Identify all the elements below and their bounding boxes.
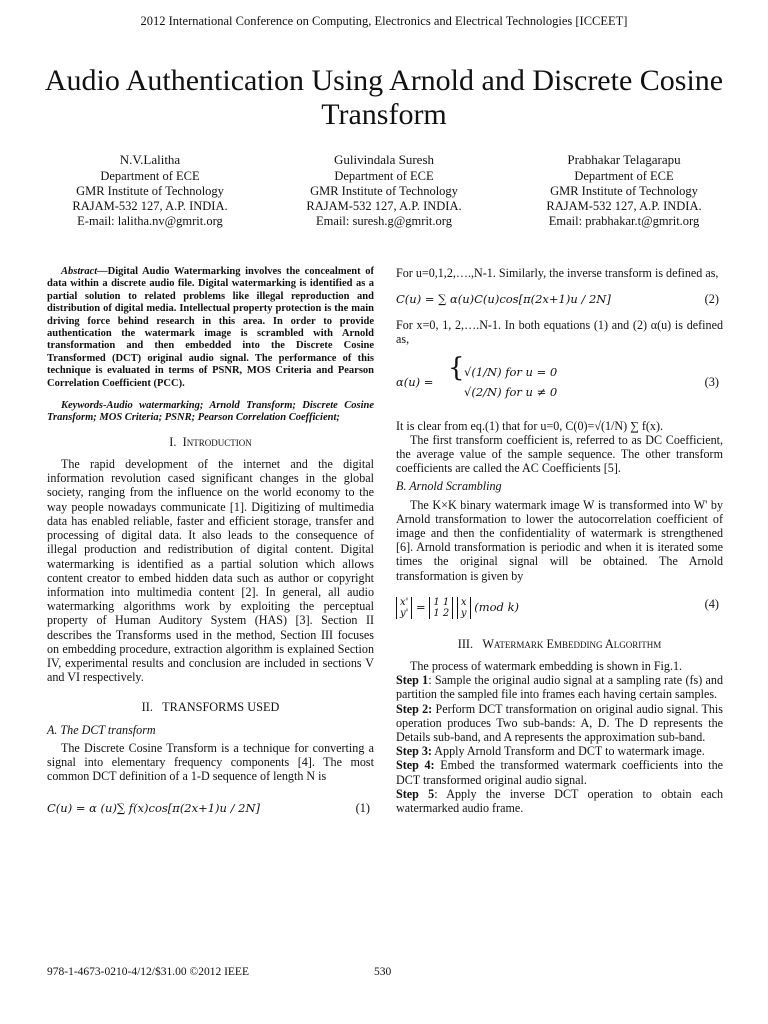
page-number: 530 <box>374 966 392 978</box>
author-addr: RAJAM-532 127, A.P. INDIA. <box>306 199 462 213</box>
subsection-arnold: B. Arnold Scrambling <box>396 479 502 494</box>
dct-paragraph: The Discrete Cosine Transform is a technique for converting a signal into elementary frequency components [4]. The most common DCT definition of a 1-D sequence of length N is <box>47 740 374 784</box>
step-5 <box>396 787 723 815</box>
dc-text: It is clear from eq.(1) that for u=0, C(0)=√(1/N) ∑ f(x). <box>396 418 663 433</box>
section-number: III. <box>457 636 474 651</box>
author-block-3 <box>514 152 734 229</box>
abstract <box>47 266 374 390</box>
keywords: Keywords-Audio watermarking; Arnold Transform; Discrete Cosine Transform; MOS Criteria; PSNR; Pearson Correlation Coefficient; <box>47 400 374 424</box>
right-column <box>396 266 723 815</box>
arnold-paragraph: The K×K binary watermark image W is transformed into W' by Arnold transformation to lower the autocorrelation coefficient of image and then the confidentiality of watermark is strengthened [6]. Arnold transformation is periodic and when it is iterated some times the original signal will be obtained. The Arnold transformation is given by <box>396 497 723 583</box>
step-text: Perform DCT transformation on original audio signal. This operation produces Two sub-bands: A, D. The D represents the Details sub-band, and A represents the approximation sub-band. <box>396 701 723 745</box>
equation-4-number: (4) <box>704 596 719 611</box>
section-number: II. <box>141 700 153 715</box>
author-inst: GMR Institute of Technology <box>76 184 224 198</box>
equation-1-number: (1) <box>355 801 370 816</box>
section-title: Watermark Embedding Algorithm <box>482 636 662 651</box>
author-email: Email: suresh.g@gmrit.org <box>316 214 452 228</box>
author-name: Gulivindala Suresh <box>333 152 434 167</box>
section-title: Introduction <box>182 434 252 449</box>
embedding-intro: The process of watermark embedding is shown in Fig.1. <box>410 659 683 674</box>
abstract-label: Abstract <box>61 266 98 277</box>
step-2 <box>396 702 723 745</box>
step-1 <box>396 673 723 701</box>
section-heading-intro <box>47 435 374 449</box>
equation-1 <box>47 797 374 821</box>
section-heading-transforms <box>47 700 374 714</box>
coefficient-paragraph: The first transform coefficient is, referred to as DC Coefficient, the average value of the sample sequence. The other transform coefficients are called the AC Coefficients [5]. <box>396 432 723 476</box>
author-inst: GMR Institute of Technology <box>550 184 698 198</box>
author-dept: Department of ECE <box>574 169 674 183</box>
section-title: TRANSFORMS USED <box>162 700 280 715</box>
step-label: Step 2: <box>396 701 433 716</box>
intro-paragraph: The rapid development of the internet and the digital information revolution cased significant changes in the global society, ranging from the influence on the world economy to the way people nowadays communicate [1]. Digitizing of multimedia data has enabled reliable, faster and efficient storage, transfer and processing of digital data. It also leads to the consequence of illegal production and redistribution of digital content. Digital watermarking is identified as a partial solution which allows content creator to embed hidden data such as author or copyright information into multimedia content [2]. In general, all audio watermarking algorithms work by exploiting the perceptual property of Human Auditory System (HAS) [3]. Section II describes the Transforms used in the method, Section III focuses on embedding procedure, extraction algorithm is explained Section IV, experimental results and conclusion are included in sections V and VI respectively. <box>47 457 374 685</box>
equation-2-expr: C(u) = ∑ α(u)C(u)cos[π(2x+1)u / 2N] <box>396 292 611 307</box>
matrix-xy-prime: x' y' <box>396 597 412 619</box>
inverse-text: For u=0,1,2,….,N-1. Similarly, the inverse transform is defined as, <box>396 266 719 280</box>
step-label: Step 5 <box>396 786 435 801</box>
author-dept: Department of ECE <box>100 169 200 183</box>
alpha-text: For x=0, 1, 2,….N-1. In both equations (1) and (2) α(u) is defined as, <box>396 318 723 347</box>
step-4 <box>396 758 723 786</box>
subsection-dct: A. The DCT transform <box>47 722 156 737</box>
equation-3 <box>396 352 723 413</box>
author-email: Email: prabhakar.t@gmrit.org <box>548 214 700 228</box>
equation-1-expr: C(u) = α (u)∑ f(x)cos[π(2x+1)u / 2N] <box>47 801 261 816</box>
author-addr: RAJAM-532 127, A.P. INDIA. <box>72 199 228 213</box>
section-number: I. <box>169 434 177 449</box>
left-column <box>47 266 374 827</box>
step-label: Step 4: <box>396 758 435 773</box>
author-inst: GMR Institute of Technology <box>310 184 458 198</box>
author-addr: RAJAM-532 127, A.P. INDIA. <box>546 199 702 213</box>
equation-4-mod: (mod k) <box>474 599 520 614</box>
step-text: : Sample the original audio signal at a sampling rate (fs) and partition the sampled file into frames each having certain samples. <box>396 673 723 702</box>
step-text: Embed the transformed watermark coefficients into the DCT transformed original audio signal. <box>396 758 723 787</box>
author-email: E-mail: lalitha.nv@gmrit.org <box>77 214 223 228</box>
step-text: : Apply the inverse DCT operation to obtain each watermarked audio frame. <box>396 786 723 816</box>
step-text: Apply Arnold Transform and DCT to watermark image. <box>431 744 705 759</box>
equation-3-case-2: √(2/N) for u ≠ 0 <box>464 384 558 399</box>
author-name: N.V.Lalitha <box>119 152 181 167</box>
paper-title: Audio Authentication Using Arnold and Discrete Cosine Transform <box>44 64 724 131</box>
author-block-1 <box>40 152 260 229</box>
equation-2-number: (2) <box>704 292 719 307</box>
step-label: Step 3: <box>396 744 432 759</box>
matrix-xy: x y <box>457 597 471 619</box>
section-heading-embedding <box>396 637 723 651</box>
equation-4-expr: x' y' = 1 1 1 2 x y (mod k) <box>396 597 519 619</box>
equation-3-lhs: α(u) = <box>396 374 434 389</box>
equation-3-number: (3) <box>704 374 719 389</box>
author-name: Prabhakar Telagarapu <box>567 152 681 167</box>
equation-2 <box>396 288 723 312</box>
footer-copyright: 978-1-4673-0210-4/12/$31.00 ©2012 IEEE <box>47 966 249 978</box>
matrix-arnold: 1 1 1 2 <box>429 597 453 619</box>
equation-3-case-1: √(1/N) for u = 0 <box>464 364 558 379</box>
step-3 <box>396 744 723 758</box>
equation-4 <box>396 593 723 623</box>
step-label: Step 1 <box>396 673 429 688</box>
conference-header: 2012 International Conference on Computing, Electronics and Electrical Technologies [ICCEET] <box>140 14 628 28</box>
abstract-text: —Digital Audio Watermarking involves the concealment of data within a discrete audio file. Digital watermarking is identified as a partial solution to related problems like illegal reproduction and distribution of digital media. Intellectual property protection is the main driving force behind research in this area. In order to provide authentication the watermark image is scrambled with Arnold transformation and then embedded into the Discrete Cosine Transformed (DCT) original audio signal. The performance of this technique is evaluated in terms of PSNR, MOS Criteria and Pearson Correlation Coefficient (PCC). <box>47 266 374 389</box>
author-dept: Department of ECE <box>334 169 434 183</box>
brace-icon: { <box>448 352 465 383</box>
author-block-2 <box>274 152 494 229</box>
